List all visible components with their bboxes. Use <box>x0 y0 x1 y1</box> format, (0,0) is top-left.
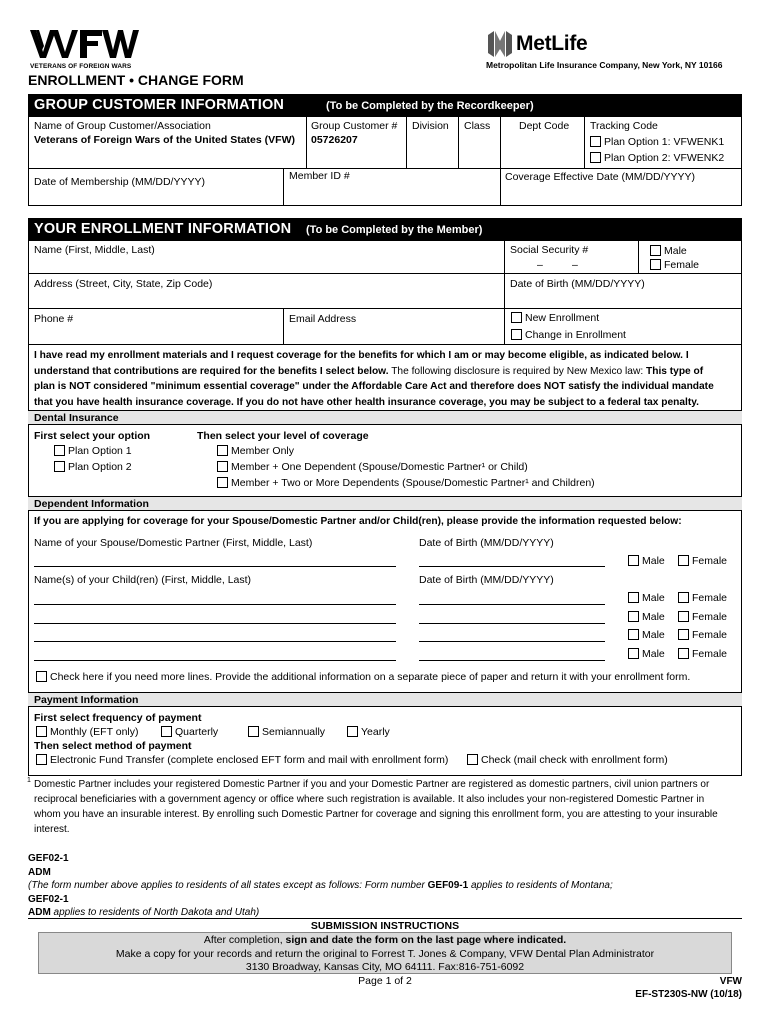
yearly-option[interactable]: Yearly <box>347 726 390 738</box>
member-male-option[interactable]: Male <box>650 245 687 257</box>
member-dob-label: Date of Birth (MM/DD/YYYY) <box>510 278 645 290</box>
eft-option[interactable]: Electronic Fund Transfer (complete enclosed EFT form and mail with enrollment form) <box>36 754 448 766</box>
member-female-checkbox[interactable] <box>650 259 661 270</box>
level-member-one-dependent[interactable]: Member + One Dependent (Spouse/Domestic Partner¹ or Child) <box>217 461 528 473</box>
plan-option-2[interactable]: Plan Option 2 <box>54 461 132 473</box>
spouse-name-label: Name of your Spouse/Domestic Partner (First, Middle, Last) <box>34 537 313 549</box>
child-4-male-option[interactable]: Male <box>628 648 665 660</box>
footnote-marker: 1 <box>27 777 31 784</box>
spouse-dob-label: Date of Birth (MM/DD/YYYY) <box>419 537 554 549</box>
child-2-name-line[interactable] <box>34 623 396 624</box>
class-label: Class <box>464 120 491 132</box>
page-number: Page 1 of 2 <box>358 975 412 987</box>
plan-option-1-tracking[interactable]: Plan Option 1: VFWENK1 <box>590 136 724 148</box>
footer-form-code: EF-ST230S-NW (10/18) <box>635 989 742 1000</box>
check-option[interactable]: Check (mail check with enrollment form) <box>467 754 668 766</box>
child-2-dob-line[interactable] <box>419 623 605 624</box>
child-2-female-option[interactable]: Female <box>678 611 727 623</box>
footer-code-vfw: VFW <box>719 976 742 987</box>
membership-date-label: Date of Membership (MM/DD/YYYY) <box>34 176 205 188</box>
member-name-label: Name (First, Middle, Last) <box>34 244 155 256</box>
plan-option-2-checkbox[interactable] <box>54 461 65 472</box>
monthly-checkbox[interactable] <box>36 726 47 737</box>
plan-option-1-checkbox[interactable] <box>54 445 65 456</box>
spouse-male-option[interactable]: Male <box>628 555 665 567</box>
first-select-option-label: First select your option <box>34 430 151 442</box>
eft-checkbox[interactable] <box>36 754 47 765</box>
child-3-male-option[interactable]: Male <box>628 629 665 641</box>
child-1-male-checkbox[interactable] <box>628 592 639 603</box>
child-4-dob-line[interactable] <box>419 660 605 661</box>
vfw-logo-graphic <box>30 30 142 58</box>
level-member-one-dependent-checkbox[interactable] <box>217 461 228 472</box>
plan-option-1-tracking-checkbox[interactable] <box>590 136 601 147</box>
ssn-label: Social Security # <box>510 244 589 256</box>
semiannually-option[interactable]: Semiannually <box>248 726 325 738</box>
plan-option-1[interactable]: Plan Option 1 <box>54 445 132 457</box>
check-checkbox[interactable] <box>467 754 478 765</box>
spouse-female-checkbox[interactable] <box>678 555 689 566</box>
payment-section-header: Payment Information <box>28 692 742 707</box>
group-section-title: GROUP CUSTOMER INFORMATION <box>34 97 285 113</box>
quarterly-checkbox[interactable] <box>161 726 172 737</box>
metlife-logo-text: MetLife <box>516 32 588 55</box>
metlife-logo-icon <box>488 31 512 57</box>
child-2-male-checkbox[interactable] <box>628 611 639 622</box>
address-label: Address (Street, City, State, Zip Code) <box>34 278 213 290</box>
child-3-female-option[interactable]: Female <box>678 629 727 641</box>
change-enrollment-option[interactable]: Change in Enrollment <box>511 329 626 341</box>
group-section-subtitle: (To be Completed by the Recordkeeper) <box>326 100 534 112</box>
metlife-address: Metropolitan Life Insurance Company, New York, NY 10166 <box>486 60 723 70</box>
monthly-option[interactable]: Monthly (EFT only) <box>36 726 139 738</box>
group-number-value: 05726207 <box>311 134 358 146</box>
child-4-name-line[interactable] <box>34 660 396 661</box>
payment-frequency-label: First select frequency of payment <box>34 712 202 724</box>
child-1-female-checkbox[interactable] <box>678 592 689 603</box>
level-member-two-dependents[interactable]: Member + Two or More Dependents (Spouse/Domestic Partner¹ and Children) <box>217 477 595 489</box>
child-2-female-checkbox[interactable] <box>678 611 689 622</box>
dependent-section-header: Dependent Information <box>28 496 742 511</box>
vfw-tagline: VETERANS OF FOREIGN WARS <box>30 63 132 70</box>
enrollment-statement: I have read my enrollment materials and I request coverage for the benefits for which I am or may become eligible, as indicated below. I understand that contributions are required for the benefits I select below. The following disclosure is required by New Mexico law: This type of plan is NOT considered "minimum essential coverage" under the Affordable Care Act and therefore does NOT satisfy the individual mandate that you have health insurance coverage. If you do not have other health insurance coverage, you may be subject to a federal tax penalty. <box>34 350 714 408</box>
coverage-level-label: Then select your level of coverage <box>197 430 369 442</box>
enroll-section-header <box>28 218 742 240</box>
enroll-section-subtitle: (To be Completed by the Member) <box>306 224 483 236</box>
plan-option-2-tracking-checkbox[interactable] <box>590 152 601 163</box>
more-lines-option[interactable]: Check here if you need more lines. Provide the additional information on a separate piece of paper and return it with your enrollment form. <box>36 671 690 683</box>
child-1-female-option[interactable]: Female <box>678 592 727 604</box>
spouse-name-line[interactable] <box>34 566 396 567</box>
division-label: Division <box>412 120 449 132</box>
child-1-dob-line[interactable] <box>419 604 605 605</box>
change-enrollment-checkbox[interactable] <box>511 329 522 340</box>
group-name-value: Veterans of Foreign Wars of the United States (VFW) <box>34 134 295 146</box>
new-enrollment-checkbox[interactable] <box>511 312 522 323</box>
group-section-header <box>28 94 742 116</box>
submission-title: SUBMISSION INSTRUCTIONS <box>310 920 460 932</box>
new-enrollment-option[interactable]: New Enrollment <box>511 312 599 324</box>
children-dob-label: Date of Birth (MM/DD/YYYY) <box>419 574 554 586</box>
enroll-section-title: YOUR ENROLLMENT INFORMATION <box>34 221 292 237</box>
child-1-male-option[interactable]: Male <box>628 592 665 604</box>
child-4-female-option[interactable]: Female <box>678 648 727 660</box>
metlife-logo <box>488 30 587 58</box>
child-3-male-checkbox[interactable] <box>628 629 639 640</box>
dept-code-label: Dept Code <box>519 120 570 132</box>
spouse-female-option[interactable]: Female <box>678 555 727 567</box>
children-name-label: Name(s) of your Child(ren) (First, Middle, Last) <box>34 574 252 586</box>
tracking-code-label: Tracking Code <box>590 120 658 132</box>
child-4-female-checkbox[interactable] <box>678 648 689 659</box>
child-3-female-checkbox[interactable] <box>678 629 689 640</box>
child-2-male-option[interactable]: Male <box>628 611 665 623</box>
form-numbers: GEF02-1 ADM (The form number above applies to residents of all states except as follows: Form number GEF09-1 applies to residents of Montana; GEF02-1 ADM applies to residents of North Dakota and Utah) <box>28 853 613 918</box>
child-3-dob-line[interactable] <box>419 641 605 642</box>
dependent-instruction: If you are applying for coverage for your Spouse/Domestic Partner and/or Child(ren), please provide the information requested below: <box>34 516 682 527</box>
form-title: ENROLLMENT • CHANGE FORM <box>28 72 244 88</box>
semiannually-checkbox[interactable] <box>248 726 259 737</box>
child-1-name-line[interactable] <box>34 604 396 605</box>
member-female-option[interactable]: Female <box>650 259 699 271</box>
group-number-label: Group Customer # <box>311 120 398 132</box>
member-id-label: Member ID # <box>289 170 350 182</box>
spouse-dob-line[interactable] <box>419 566 605 567</box>
level-member-only[interactable]: Member Only <box>217 445 294 457</box>
group-name-label: Name of Group Customer/Association <box>34 120 211 132</box>
level-member-only-checkbox[interactable] <box>217 445 228 456</box>
vfw-logo <box>30 30 145 70</box>
child-3-name-line[interactable] <box>34 641 396 642</box>
level-member-two-dependents-checkbox[interactable] <box>217 477 228 488</box>
coverage-date-label: Coverage Effective Date (MM/DD/YYYY) <box>505 171 696 183</box>
more-lines-checkbox[interactable] <box>36 671 47 682</box>
plan-option-2-tracking[interactable]: Plan Option 2: VFWENK2 <box>590 152 724 164</box>
ssn-dashes: – – <box>537 259 578 271</box>
yearly-checkbox[interactable] <box>347 726 358 737</box>
quarterly-option[interactable]: Quarterly <box>161 726 218 738</box>
member-male-checkbox[interactable] <box>650 245 661 256</box>
child-4-male-checkbox[interactable] <box>628 648 639 659</box>
email-label: Email Address <box>289 313 357 325</box>
payment-method-label: Then select method of payment <box>34 740 192 752</box>
footnote-text: Domestic Partner includes your registered Domestic Partner if you and your Domestic Partner are registered as domestic partners, civil union partners or reciprocal beneficiaries with a government agency or office where such registration is available. It also includes your non-registered Domestic Partner in whom you have an insurable interest. By enrolling such Domestic Partner for coverage and signing this enrollment form, you are attesting to your insurable interest. <box>34 779 718 835</box>
spouse-male-checkbox[interactable] <box>628 555 639 566</box>
dental-section-header: Dental Insurance <box>28 410 742 425</box>
submission-box: After completion, sign and date the form on the last page where indicated. Make a copy for your records and return the original to Forrest T. Jones & Company, VFW Dental Plan Administrator 3130 Broadway, Kansas City, MO 64111. Fax:816-751-6092 <box>38 932 732 974</box>
phone-label: Phone # <box>34 313 74 325</box>
